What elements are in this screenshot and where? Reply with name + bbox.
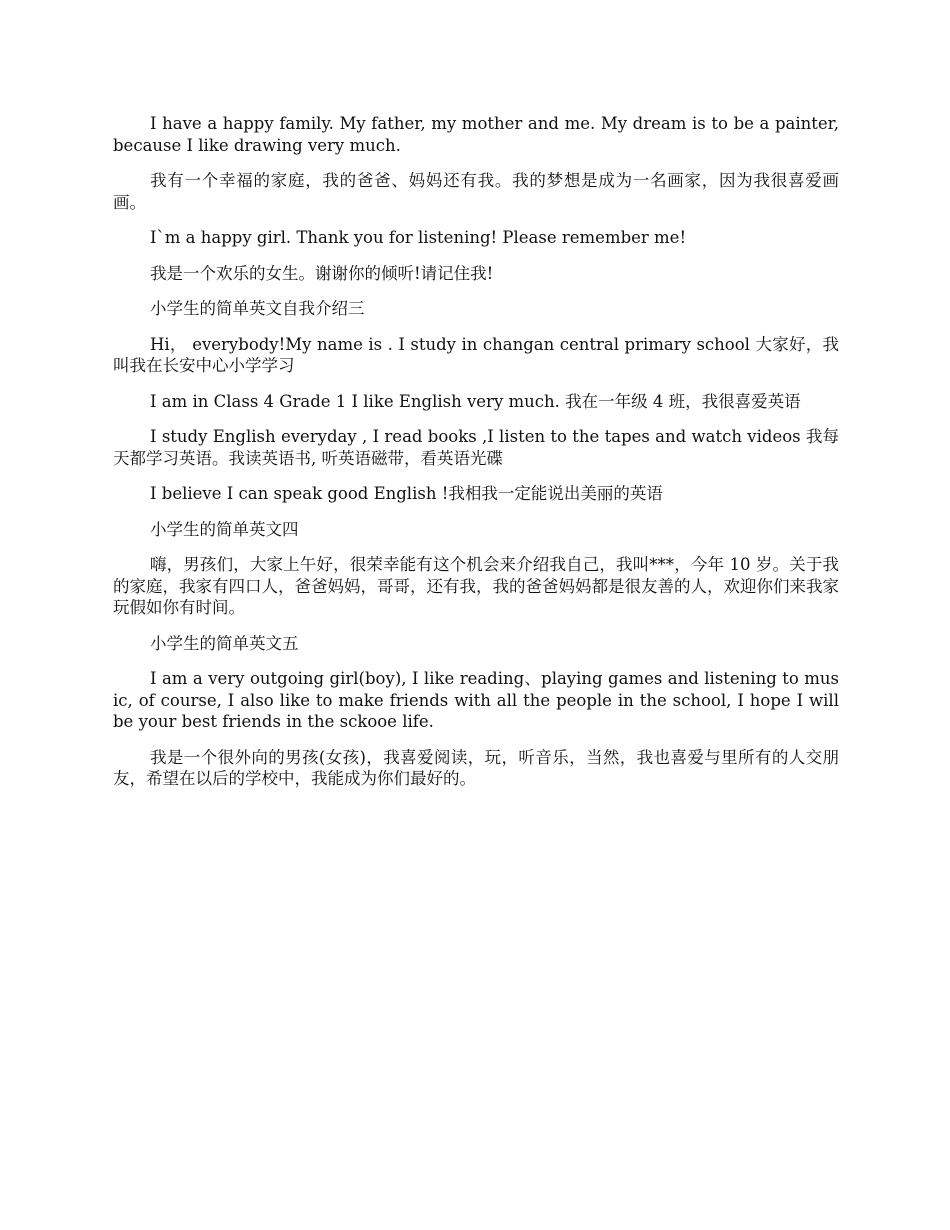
paragraph-thanks-en: I`m a happy girl. Thank you for listening! Please remember me!: [150, 228, 687, 247]
paragraph-intro-zh: 嗨，男孩们，大家上午好，很荣幸能有这个机会来介绍我自己，我叫***，今年 10 岁。关于我的家庭，我家有四口人，爸爸妈妈，哥哥，还有我，我的爸爸妈妈都是很友善的人，欢迎你们来我家玩假如你有时间。: [113, 555, 839, 617]
paragraph-study: I study English everyday , I read books ,I listen to the tapes and watch videos 我每天都学习英语。我读英语书, 听英语磁带，看英语光碟: [113, 427, 839, 468]
paragraph-thanks-zh: 我是一个欢乐的女生。谢谢你的倾听!请记住我!: [150, 263, 494, 283]
section-heading-three: 小学生的简单英文自我介绍三: [150, 299, 365, 318]
document-body: [113, 113, 839, 804]
paragraph-class: I am in Class 4 Grade 1 I like English very much. 我在一年级 4 班，我很喜爱英语: [150, 391, 801, 411]
paragraph-family-en: I have a happy family. My father, my mother and me. My dream is to be a painter, because I like drawing very much.: [113, 114, 839, 155]
paragraph-believe: I believe I can speak good English !我相我一定能说出美丽的英语: [150, 484, 663, 503]
paragraph-outgoing-en: I am a very outgoing girl(boy), I like reading、playing games and listening to music, of course, I also like to make friends with all the people in the school, I hope I will be your best friends in the sckooe life.: [113, 669, 839, 731]
paragraph-greeting: Hi， everybody!My name is . I study in changan central primary school 大家好，我叫我在长安中心小学学习: [113, 334, 839, 375]
paragraph-outgoing-zh: 我是一个很外向的男孩(女孩)，我喜爱阅读，玩，听音乐，当然，我也喜爱与里所有的人交朋友，希望在以后的学校中，我能成为你们最好的。: [113, 747, 839, 788]
section-heading-four: 小学生的简单英文四: [150, 519, 299, 539]
section-heading-five: 小学生的简单英文五: [150, 633, 299, 653]
paragraph-family-zh: 我有一个幸福的家庭，我的爸爸、妈妈还有我。我的梦想是成为一名画家，因为我很喜爱画画。: [113, 171, 839, 212]
